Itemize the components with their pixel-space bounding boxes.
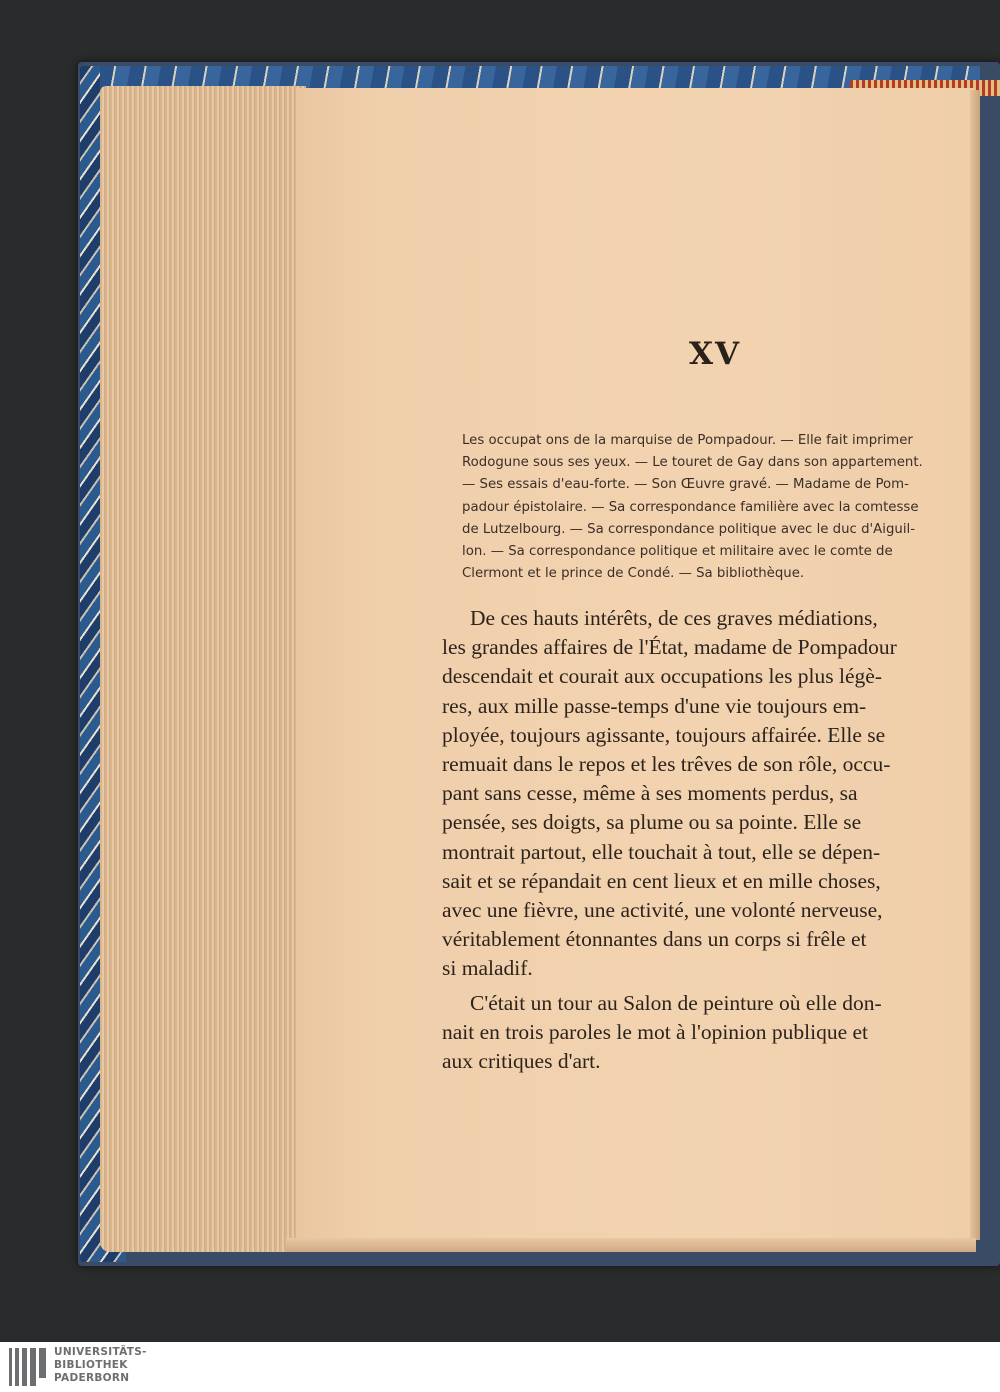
body-line: De ces hauts intérêts, de ces graves médiations, [470, 606, 878, 630]
summary-line: lon. — Sa correspondance politique et militaire avec le comte de [462, 544, 893, 560]
library-footer [0, 1342, 1000, 1392]
logo-line: PADERBORN [54, 1372, 130, 1384]
body-line: pensée, ses doigts, sa plume ou sa pointe. Elle se [442, 810, 862, 835]
summary-line: padour épistolaire. — Sa correspondance familière avec la comtesse [462, 499, 919, 515]
body-line: véritablement étonnantes dans un corps si frêle et [442, 927, 867, 952]
page-bottom-edge [286, 1238, 976, 1252]
library-logo-text [54, 1346, 147, 1385]
chapter-number: XV [688, 336, 742, 372]
body-line: aux critiques d'art. [442, 1049, 601, 1074]
chapter-summary [462, 430, 954, 585]
body-line: remuait dans le repos et les trêves de son rôle, occu- [442, 752, 891, 777]
body-text [442, 604, 956, 1076]
body-line: avec une fièvre, une activité, une volonté nerveuse, [442, 898, 883, 923]
body-line: montrait partout, elle touchait à tout, elle se dépen- [442, 839, 881, 864]
summary-line: — Ses essais d'eau-forte. — Son Œuvre gravé. — Madame de Pom- [462, 477, 909, 493]
summary-line: de Lutzelbourg. — Sa correspondance politique avec le duc d'Aiguil- [462, 521, 916, 537]
logo-line: UNIVERSITÄTS- [54, 1346, 147, 1358]
page-right-edge [970, 90, 980, 1240]
summary-line: Clermont et le prince de Condé. — Sa bibliothèque. [462, 566, 805, 582]
body-line: nait en trois paroles le mot à l'opinion publique et [442, 1019, 869, 1044]
body-line: descendait et courait aux occupations les plus légè- [442, 664, 882, 689]
body-line: res, aux mille passe-temps d'une vie toujours em- [442, 693, 867, 718]
summary-line: Rodogune sous ses yeux. — Le touret de Gay dans son appartement. [462, 455, 923, 471]
body-line: pant sans cesse, même à ses moments perdus, sa [442, 781, 858, 806]
body-line: les grandes affaires de l'État, madame de Pompadour [442, 635, 897, 660]
body-line: si maladif. [442, 956, 533, 981]
body-line: sait et se répandait en cent lieux et en mille choses, [442, 868, 881, 893]
body-line: ployée, toujours agissante, toujours affairée. Elle se [442, 722, 886, 747]
logo-line: BIBLIOTHEK [54, 1359, 128, 1371]
summary-line: Les occupat ons de la marquise de Pompadour. — Elle fait imprimer [462, 433, 913, 448]
body-line: C'était un tour au Salon de peinture où elle don- [470, 990, 882, 1015]
library-bars-icon [8, 1346, 48, 1388]
page-block-edges [100, 86, 306, 1252]
